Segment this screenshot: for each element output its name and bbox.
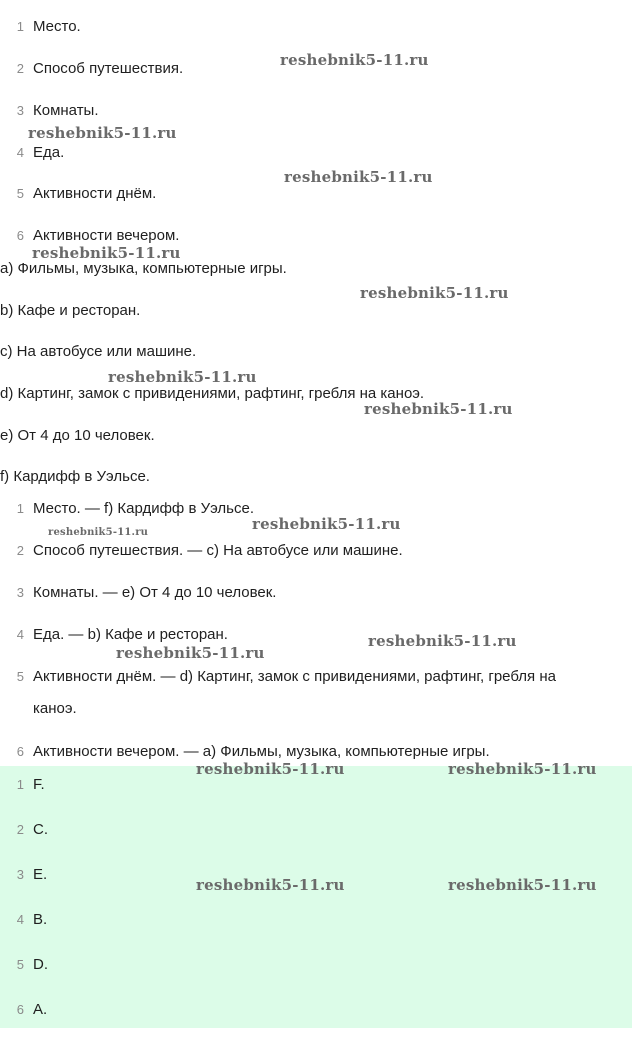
match-number: 1 (16, 501, 24, 516)
topic-text: Активности вечером. (33, 227, 180, 244)
watermark: reshebnik5-11.ru (448, 876, 597, 894)
option-item-c (0, 337, 632, 367)
watermark: reshebnik5-11.ru (28, 124, 177, 142)
match-number: 4 (16, 627, 24, 642)
watermark: reshebnik5-11.ru (448, 760, 597, 778)
watermark: reshebnik5-11.ru (116, 644, 265, 662)
option-item-d (0, 379, 632, 409)
answer-text: A. (33, 1001, 48, 1018)
match-text: Место. — f) Кардифф в Уэльсе. (33, 500, 255, 517)
match-item-4 (0, 620, 632, 650)
answer-item-6 (0, 995, 632, 1025)
watermark: reshebnik5-11.ru (284, 168, 433, 186)
answer-text: B. (33, 911, 48, 928)
answer-number: 6 (16, 1002, 24, 1017)
option-item-b (0, 296, 632, 326)
match-text-continuation: каноэ. (33, 700, 77, 717)
watermark: reshebnik5-11.ru (196, 760, 345, 778)
option-text: f) Кардифф в Уэльсе. (0, 468, 150, 485)
topic-item-1 (0, 12, 632, 42)
answer-box (0, 766, 632, 1028)
match-text: Комнаты. — e) От 4 до 10 человек. (33, 584, 277, 601)
answer-number: 4 (16, 912, 24, 927)
topic-number: 4 (16, 145, 24, 160)
watermark: reshebnik5-11.ru (108, 368, 257, 386)
match-number: 2 (16, 543, 24, 558)
topic-number: 5 (16, 186, 24, 201)
match-number: 6 (16, 744, 24, 759)
topic-item-5 (0, 179, 632, 209)
answer-text: C. (33, 821, 48, 838)
match-item-1 (0, 494, 632, 524)
watermark: reshebnik5-11.ru (360, 284, 509, 302)
answer-number: 3 (16, 867, 24, 882)
watermark: reshebnik5-11.ru (252, 515, 401, 533)
answer-number: 5 (16, 957, 24, 972)
topic-text: Место. (33, 18, 81, 35)
topic-number: 6 (16, 228, 24, 243)
answer-text: E. (33, 866, 48, 883)
match-text: Активности днём. — d) Картинг, замок с привидениями, рафтинг, гребля на (33, 668, 556, 685)
topic-number: 3 (16, 103, 24, 118)
watermark-small: reshebnik5-11.ru (48, 527, 149, 538)
watermark: reshebnik5-11.ru (32, 244, 181, 262)
answer-item-1 (0, 770, 632, 800)
topic-number: 1 (16, 19, 24, 34)
topic-text: Комнаты. (33, 102, 99, 119)
option-item-a (0, 254, 632, 284)
watermark: reshebnik5-11.ru (364, 400, 513, 418)
match-text: Еда. — b) Кафе и ресторан. (33, 626, 228, 643)
watermark: reshebnik5-11.ru (368, 632, 517, 650)
option-text: b) Кафе и ресторан. (0, 302, 141, 319)
answer-item-5 (0, 950, 632, 980)
option-text: c) На автобусе или машине. (0, 343, 197, 360)
match-item-2 (0, 536, 632, 566)
topic-text: Активности днём. (33, 185, 157, 202)
option-text: a) Фильмы, музыка, компьютерные игры. (0, 260, 287, 277)
topic-text: Еда. (33, 144, 65, 161)
topic-item-3 (0, 96, 632, 126)
answer-item-3 (0, 860, 632, 890)
topic-number: 2 (16, 61, 24, 76)
option-item-e (0, 421, 632, 451)
match-item-3 (0, 578, 632, 608)
topic-item-6 (0, 221, 632, 251)
answer-text: D. (33, 956, 48, 973)
match-item-6 (0, 737, 632, 767)
option-text: e) От 4 до 10 человек. (0, 427, 155, 444)
answer-number: 1 (16, 777, 24, 792)
match-item-5 (0, 662, 632, 722)
watermark: reshebnik5-11.ru (280, 51, 429, 69)
match-number: 5 (16, 669, 24, 684)
match-text: Активности вечером. — a) Фильмы, музыка, компьютерные игры. (33, 743, 490, 760)
match-number: 3 (16, 585, 24, 600)
option-item-f (0, 462, 632, 492)
answer-item-2 (0, 815, 632, 845)
topic-item-2 (0, 54, 632, 84)
watermark: reshebnik5-11.ru (196, 876, 345, 894)
match-text: Способ путешествия. — c) На автобусе или машине. (33, 542, 403, 559)
option-text: d) Картинг, замок с привидениями, рафтинг, гребля на каноэ. (0, 385, 425, 402)
answer-item-4 (0, 905, 632, 935)
topic-text: Способ путешествия. (33, 60, 184, 77)
answer-text: F. (33, 776, 45, 793)
topic-item-4 (0, 138, 632, 168)
answer-number: 2 (16, 822, 24, 837)
